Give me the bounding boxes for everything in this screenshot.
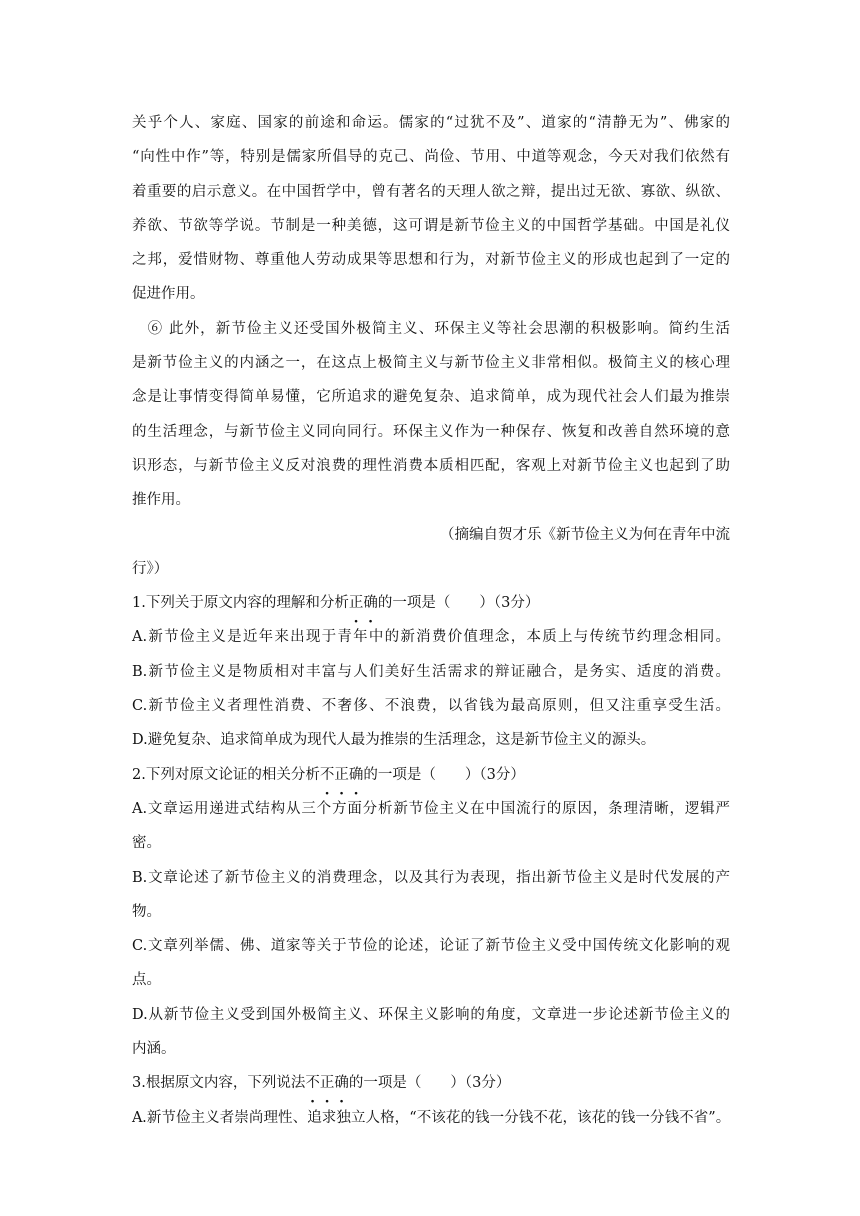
paragraph-6 — [132, 312, 730, 518]
option-c: C.新节俭主义者理性消费、不奢侈、不浪费，以省钱为最高原则，但又注重享受生活。 — [132, 698, 730, 715]
question-stem: 3.根据原文内容，下列说法不正确的一项是（ ）（3分） — [132, 1075, 511, 1092]
option-a: A.文章运用递进式结构从三个方面分析新节俭主义在中国流行的原因，条理清晰，逻辑严 — [132, 800, 730, 817]
option-a: A.新节俭主义是近年来出现于青年中的新消费价值理念，本质上与传统节约理念相同。 — [132, 629, 730, 646]
option-b-cont: 物。 — [132, 903, 161, 920]
emphasis-char: 正 — [334, 766, 349, 783]
emphasis-char: 确 — [334, 1075, 349, 1092]
text-line: 着重要的启示意义。在中国哲学中，曾有著名的天理人欲之辩，提出过无欲、寡欲、纵欲、 — [132, 183, 730, 200]
text-line: 养欲、节欲等学说。节制是一种美德，这可谓是新节俭主义的中国哲学基础。中国是礼仪 — [132, 217, 730, 234]
emphasis-char: 不 — [305, 1075, 320, 1092]
text-line: 之邦，爱惜财物、尊重他人劳动成果等思想和行为，对新节俭主义的形成也起到了一定的 — [132, 252, 730, 269]
option-b: B.新节俭主义是物质相对丰富与人们美好生活需求的辩证融合，是务实、适度的消费。 — [132, 663, 730, 680]
text-line: 关乎个人、家庭、国家的前途和命运。儒家的“过犹不及”、道家的“清静无为”、佛家的 — [132, 115, 730, 131]
text-line: ⑥ 此外，新节俭主义还受国外极简主义、环保主义等社会思潮的积极影响。简约生活 — [132, 320, 730, 337]
emphasis-char: 确 — [363, 595, 378, 612]
option-b: B.文章论述了新节俭主义的消费理念，以及其行为表现，指出新节俭主义是时代发展的产 — [132, 869, 730, 886]
text-line: 是新节俭主义的内涵之一，在这点上极简主义与新节俭主义非常相似。极简主义的核心理 — [132, 355, 730, 372]
question-1 — [132, 586, 730, 757]
emphasis-char: 确 — [348, 766, 364, 783]
emphasis-char: 不 — [319, 766, 335, 783]
option-c: C.文章列举儒、佛、道家等关于节俭的论述，论证了新节俭主义受中国传统文化影响的观 — [132, 938, 730, 955]
document-page — [132, 106, 730, 1135]
question-stem: 2.下列对原文论证的相关分析不正确的一项是（ ）（3分） — [132, 766, 525, 783]
option-d: D.从新节俭主义受到国外极简主义、环保主义影响的角度，文章进一步论述新节俭主义的 — [132, 1006, 730, 1023]
text-line: 识形态，与新节俭主义反对浪费的理性消费本质相匹配，客观上对新节俭主义也起到了助 — [132, 457, 730, 474]
citation-line: （摘编自贺才乐《新节俭主义为何在青年中流 — [440, 526, 730, 543]
option-d-cont: 内涵。 — [132, 1041, 176, 1058]
option-c-cont: 点。 — [132, 972, 161, 989]
citation-line: 行》） — [132, 560, 169, 577]
option-d: D.避免复杂、追求简单成为现代人最为推崇的生活理念，这是新节俭主义的源头。 — [132, 732, 656, 749]
text-line: “向性中作”等，特别是儒家所倡导的克己、尚俭、节用、中道等观念，今天对我们依然有 — [132, 149, 730, 166]
text-line: 推作用。 — [132, 492, 190, 509]
option-a-cont: 密。 — [132, 835, 161, 852]
emphasis-char: 正 — [348, 595, 364, 612]
paragraph-5 — [132, 106, 730, 312]
text-line: 的生活理念，与新节俭主义同向同行。环保主义作为一种保存、恢复和改善自然环境的意 — [132, 423, 730, 440]
question-2 — [132, 758, 730, 1067]
question-3 — [132, 1066, 730, 1135]
text-line: 念是让事情变得简单易懂，它所追求的避免复杂、追求简单，成为现代社会人们最为推崇 — [132, 389, 730, 406]
question-stem: 1.下列关于原文内容的理解和分析正确的一项是（ ）（3分） — [132, 595, 540, 612]
source-citation — [132, 518, 730, 587]
text-line: 促进作用。 — [132, 286, 205, 303]
option-a: A.新节俭主义者崇尚理性、追求独立人格，“不该花的钱一分钱不花，该花的钱一分钱不省”。 — [132, 1109, 730, 1126]
emphasis-char: 正 — [319, 1075, 335, 1092]
